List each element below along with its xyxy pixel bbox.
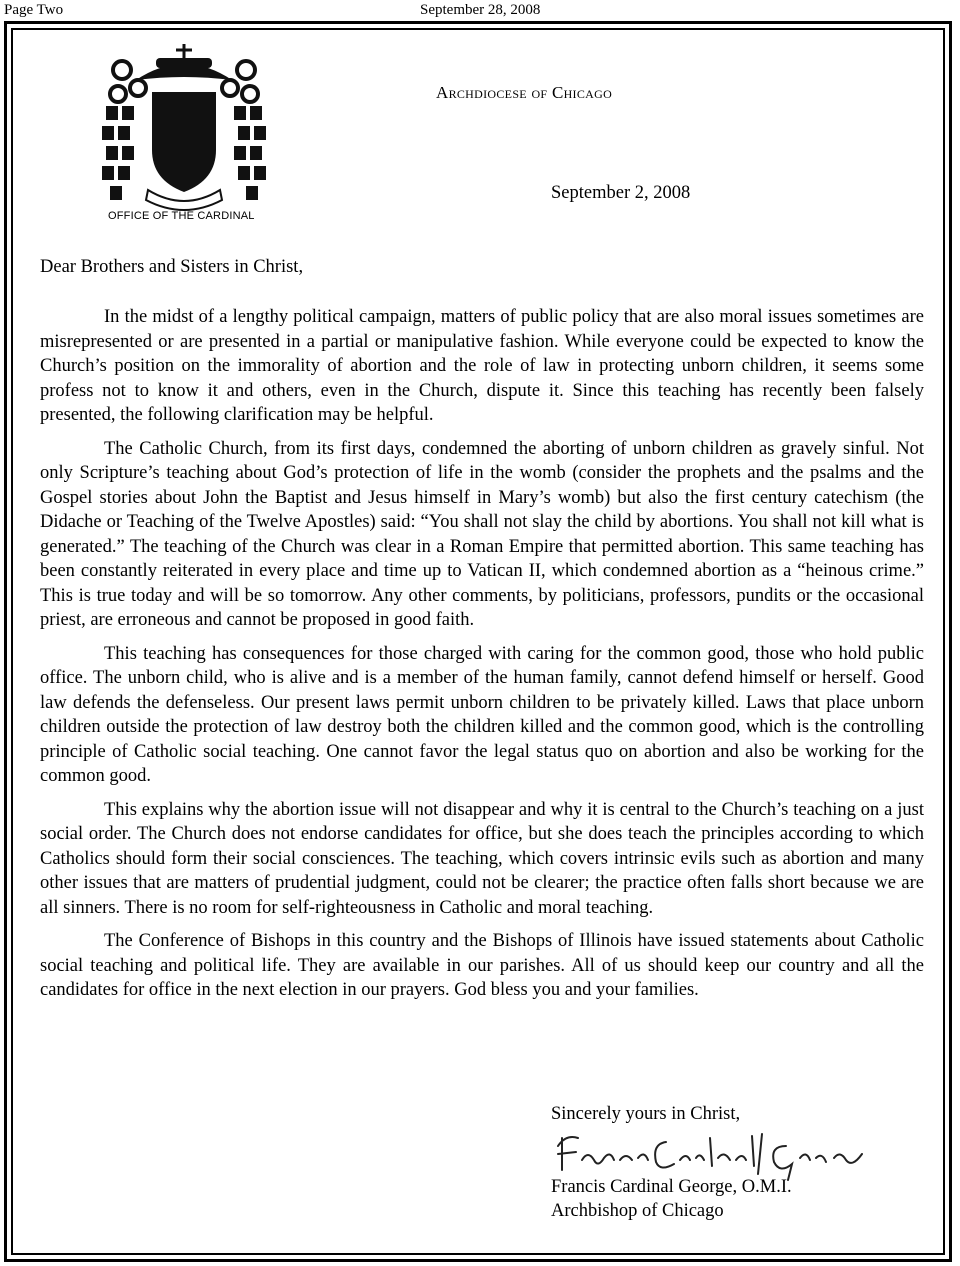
page-label: Page Two — [4, 2, 64, 18]
closing: Sincerely yours in Christ, — [551, 1104, 741, 1124]
paragraph: In the midst of a lengthy political campaign, matters of public policy that are also moral issues sometimes are misrepresented or are presented in a partial or manipulative fashion. While everyone could be expected to know the Church’s position on the immorality of abortion and the role of law in protecting unborn children, it seems some profess not to know it and others, even in the Church, dispute it. Since this teaching has recently been falsely presented, the following clarification may be helpful. — [40, 307, 924, 425]
page-header — [0, 0, 960, 20]
signer-title: Archbishop of Chicago — [551, 1201, 724, 1221]
signer-name: Francis Cardinal George, O.M.I. — [551, 1177, 792, 1197]
paragraph: This teaching has consequences for those charged with caring for the common good, those who hold public office. The unborn child, who is alive and is a member of the human family, cannot defend himself or herself. Good law defends the defenseless. Our present laws permit unborn children to be privately killed. Laws that place unborn children outside the protection of law destroy both the children killed and the common good, which is the controlling principle of Catholic social teaching. One cannot favor the legal status quo on abortion and also be working for the common good. — [40, 643, 924, 786]
paragraph: The Conference of Bishops in this country and the Bishops of Illinois have issued statements about Catholic social teaching and political life. They are available in our parishes. All of us should keep our country and all the candidates for office in the next election in our prayers. God bless you and your families. — [40, 931, 924, 1000]
letter-body — [40, 305, 924, 1012]
signature-image — [548, 1124, 878, 1184]
paragraph: This explains why the abortion issue will not disappear and why it is central to the Church’s teaching on a just social order. The Church does not endorse candidates for office, but she does teach the principles according to which Catholics should form their social consciences. The teaching, which covers intrinsic evils such as abortion and many other issues that are matters of prudential judgment, could not be clearer; the practice often falls short because we are all sinners. There is no room for self-righteousness in Catholic and moral teaching. — [40, 799, 924, 918]
page-date: September 28, 2008 — [420, 2, 541, 18]
paragraph: The Catholic Church, from its first days, condemned the aborting of unborn children as gravely sinful. Not only Scripture’s teaching about God’s protection of life in the womb (consider the prophets and the psalms and the Gospel stories about John the Baptist and Jesus himself in Mary’s womb) but also the first century catechism (the Didache or Teaching of the Twelve Apostles) said: “You shall not slay the child by abortions. You shall not kill what is generated.” The teaching of the Church was clear in a Roman Empire that permitted abortion. This same teaching has been constantly reiterated in every place and time up to Vatican II, which condemned abortion as a “heinous crime.” This is true today and will be so tomorrow. Any other comments, by politicians, professors, pundits or the occasional priest, are erroneous and cannot be proposed in good faith. — [40, 438, 924, 630]
salutation: Dear Brothers and Sisters in Christ, — [40, 257, 304, 277]
office-label: OFFICE OF THE CARDINAL — [108, 210, 255, 222]
archdiocese-title: Archdiocese of Chicago — [436, 83, 613, 102]
coat-of-arms-icon — [96, 40, 272, 212]
letter-date: September 2, 2008 — [551, 183, 691, 203]
